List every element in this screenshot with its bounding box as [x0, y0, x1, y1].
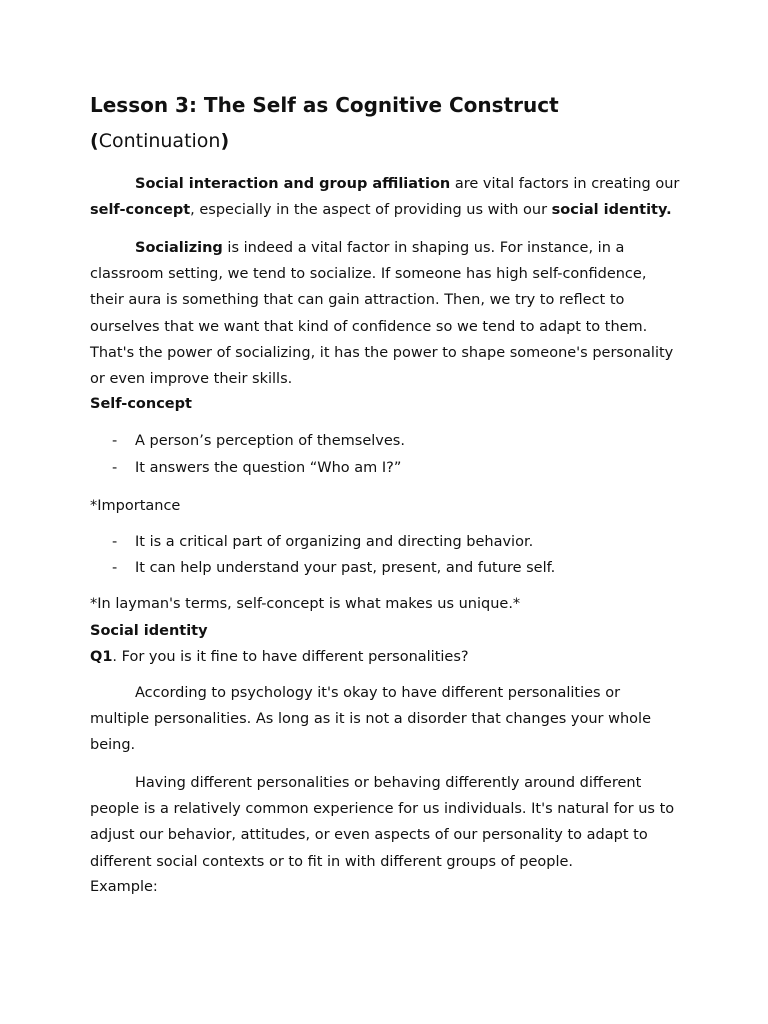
list-item — [0, 428, 768, 454]
para1-social-identity: social identity. — [551, 202, 672, 219]
self-concept-item-1: A person’s perception of themselves. — [135, 433, 405, 449]
q1-label: Q1 — [90, 649, 113, 665]
para1-text-1: are vital factors in creating our — [450, 176, 680, 192]
list-item — [0, 529, 768, 555]
para2-bold-socializing: Socializing — [135, 240, 223, 256]
para3-line-2: multiple personalities. As long as it is not a disorder that changes your whole — [90, 711, 651, 728]
subtitle-text: Continuation — [98, 130, 221, 152]
bullet-dash: - — [112, 460, 118, 476]
para2-line-1: is indeed a vital factor in shaping us. For instance, in a — [222, 240, 625, 256]
subtitle-close-paren: ) — [220, 130, 230, 152]
paragraph-socializing — [90, 235, 690, 392]
para4-line-2: people is a relatively common experience for us individuals. It's natural for us to — [90, 801, 675, 818]
page-subtitle — [90, 128, 229, 154]
para1-text-2: , especially in the aspect of providing us with our — [190, 202, 552, 219]
para2-line-6: or even improve their skills. — [90, 371, 293, 388]
self-concept-heading: Self-concept — [90, 396, 192, 412]
para2-line-4: ourselves that we want that kind of confidence so we tend to adapt to them. — [90, 318, 648, 335]
para4-line-3: adjust our behavior, attitudes, or even aspects of our personality to adapt to — [90, 827, 648, 844]
para3-line-1: According to psychology it's okay to have different personalities or — [135, 685, 621, 701]
social-identity-heading: Social identity — [90, 623, 208, 639]
subtitle-open-paren: ( — [90, 130, 99, 152]
para1-self-concept: self-concept — [90, 202, 191, 219]
bullet-dash: - — [112, 534, 118, 550]
bullet-dash: - — [112, 560, 118, 576]
importance-item-2: It can help understand your past, present, and future self. — [135, 560, 556, 576]
importance-label: *Importance — [90, 498, 181, 514]
importance-item-1: It is a critical part of organizing and directing behavior. — [135, 534, 534, 550]
paragraph-different-personalities — [90, 770, 690, 875]
para1-bold-phrase: Social interaction and group affiliation — [135, 176, 451, 192]
self-concept-item-2: It answers the question “Who am I?” — [135, 460, 402, 476]
example-label: Example: — [90, 879, 158, 895]
bullet-dash: - — [112, 433, 118, 449]
paragraph-psychology — [90, 680, 690, 759]
para2-line-3: their aura is something that can gain attraction. Then, we try to reflect to — [90, 292, 625, 309]
para4-line-4: different social contexts or to fit in with different groups of people. — [90, 853, 574, 870]
para4-line-1: Having different personalities or behaving differently around different — [135, 775, 642, 791]
paragraph-social-interaction — [90, 171, 690, 223]
q1-text: . For you is it fine to have different personalities? — [112, 649, 469, 665]
para2-line-2: classroom setting, we tend to socialize. If someone has high self-confidence, — [90, 266, 647, 283]
list-item — [0, 555, 768, 581]
page-title: Lesson 3: The Self as Cognitive Construct — [90, 93, 559, 117]
para2-line-5: That's the power of socializing, it has the power to shape someone's personality — [90, 344, 674, 361]
question-q1 — [90, 644, 469, 670]
layman-note: *In layman's terms, self-concept is what makes us unique.* — [90, 596, 521, 612]
para3-line-3: being. — [90, 737, 136, 754]
list-item — [0, 455, 768, 481]
